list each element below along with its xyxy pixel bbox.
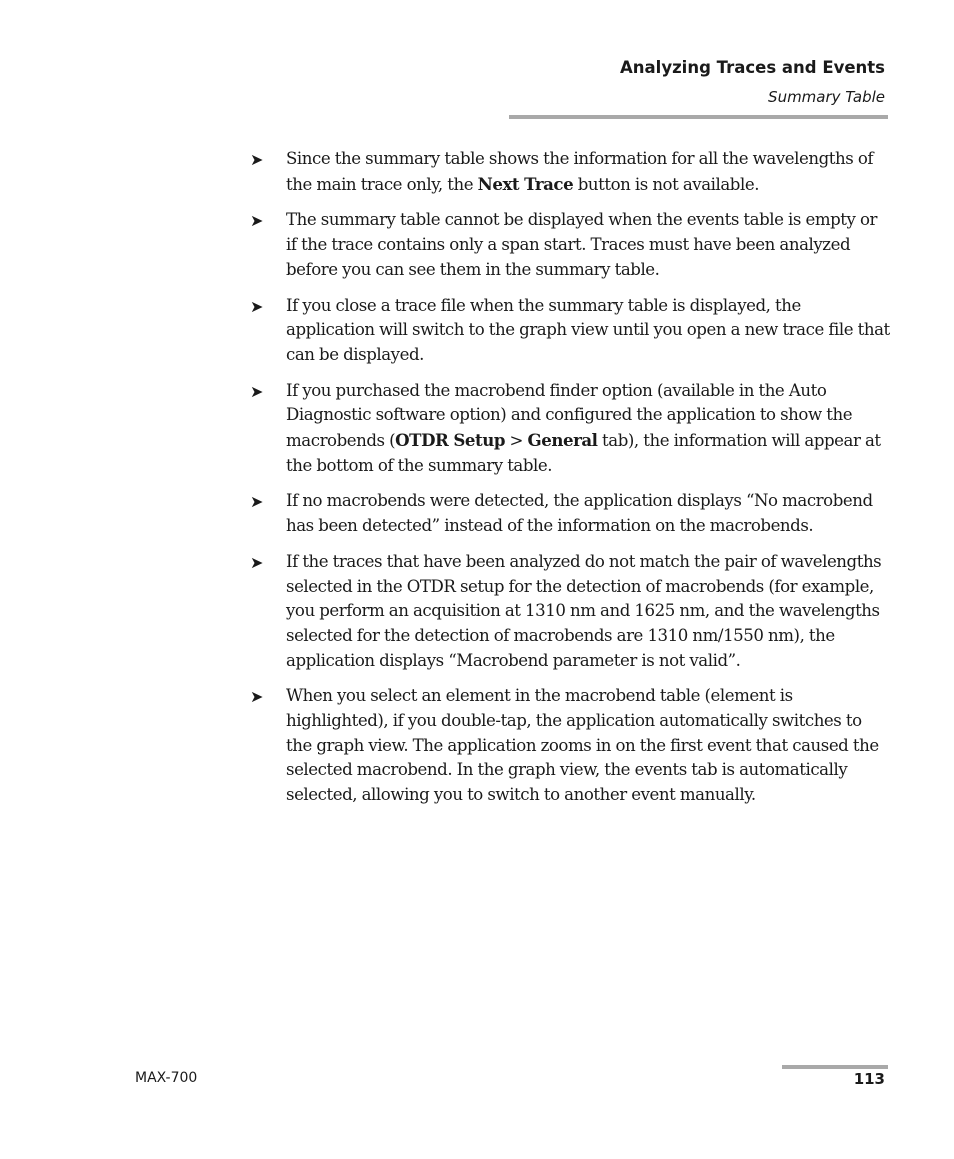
bullet-text [286,147,890,197]
text-run: tab), the information will appear at the bottom of the summary table. [286,431,881,475]
arrowhead-icon: ➤ [250,492,264,512]
text-run: Since the summary table shows the information for all the wavelengths of the main trace only, the [286,149,874,194]
product-name: MAX-700 [135,1070,198,1086]
list-item [250,489,890,538]
text-run: The summary table cannot be displayed when the events table is empty or if the trace contains only a span start. Traces must have been analyzed before you can see them in the summary table. [286,210,877,279]
bullet-text [286,489,890,538]
bold-term: OTDR Setup [395,430,506,451]
page-number: 113 [853,1070,885,1088]
bold-term: General [527,430,598,451]
text-run: If the traces that have been analyzed do not match the pair of wavelengths selected in the OTDR setup for the detection of macrobends (for example, you perform an acquisition at 1310 nm and 1625 nm, and the wavelengths selected for the detection of macrobends are 1310 nm/1550 nm), the application displays “Macrobend parameter is not valid”. [286,551,882,670]
bullet-text [286,550,890,674]
arrowhead-icon: ➤ [250,150,264,169]
header-divider [509,115,888,119]
arrowhead-icon: ➤ [250,687,264,707]
bullet-text [286,208,890,282]
text-run: If you close a trace file when the summary table is displayed, the application will switch to the graph view until you open a new trace file that can be displayed. [286,295,890,364]
arrowhead-icon: ➤ [250,552,264,572]
list-item [250,208,890,282]
list-item [250,550,890,674]
text-run: When you select an element in the macrobend table (element is highlighted), if you double-tap, the application automatically switches to the graph view. The application zooms in on the first event that caused the selected macrobend. In the graph view, the events tab is automatically selected, allowing you to switch to another event manually. [286,686,879,805]
bullet-list [250,147,890,819]
arrowhead-icon: ➤ [250,381,264,401]
bold-term: Next Trace [477,173,574,194]
text-run: > [505,431,528,451]
arrowhead-icon: ➤ [250,211,264,231]
list-item [250,294,890,368]
bullet-text [286,294,890,368]
text-run: button is not available. [573,174,760,194]
list-item [250,684,890,808]
list-item [250,379,890,479]
text-run: If no macrobends were detected, the application displays “No macrobend has been detected” instead of the information on the macrobends. [286,491,873,536]
arrowhead-icon: ➤ [250,296,264,316]
text-run: If you purchased the macrobend finder option (available in the Auto Diagnostic software option) and configured the application to show the macrobends ( [286,380,853,451]
bullet-text [286,379,890,479]
footer-divider [782,1065,888,1069]
bullet-text [286,684,890,808]
chapter-title: Analyzing Traces and Events [620,58,885,77]
section-title: Summary Table [768,88,885,106]
list-item [250,147,890,197]
